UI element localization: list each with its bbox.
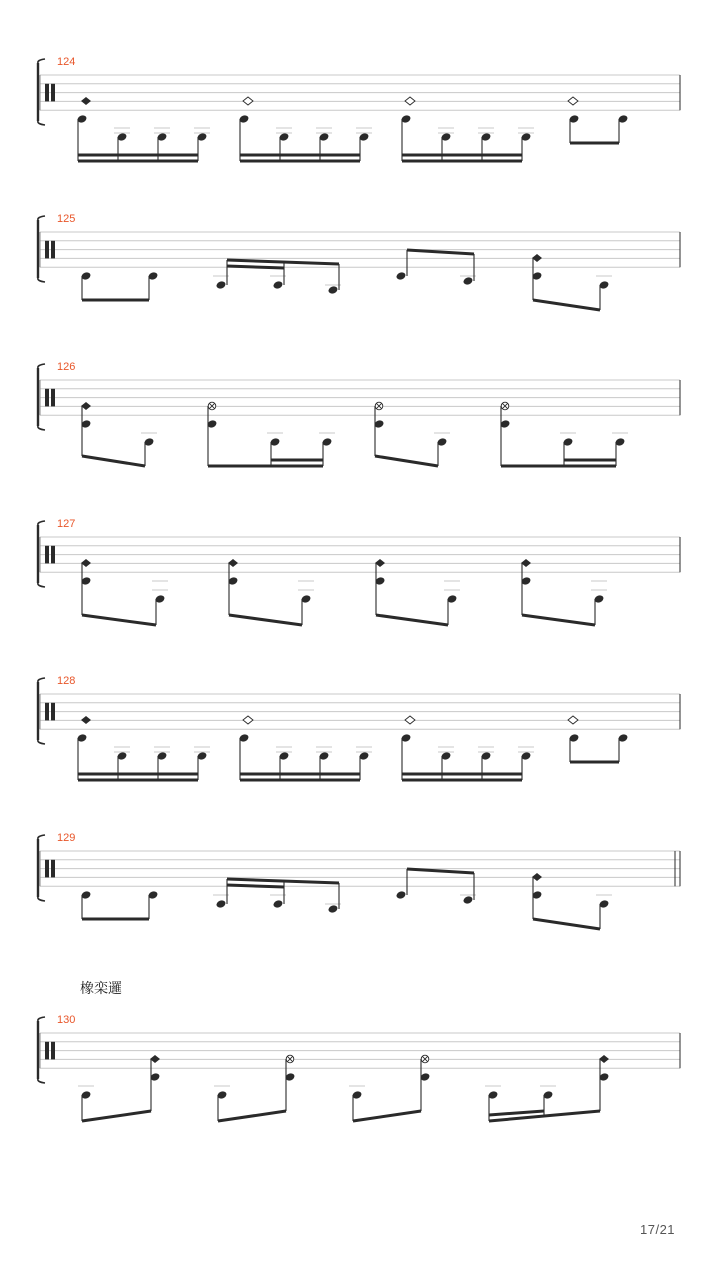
measure-number: 130 xyxy=(57,1014,76,1026)
measure-number: 125 xyxy=(57,213,76,225)
cymbal-notehead xyxy=(81,97,91,105)
notehead xyxy=(328,904,339,914)
notehead xyxy=(328,285,339,295)
bracket-hook-top xyxy=(38,521,45,525)
beam xyxy=(227,885,284,887)
open-cymbal-notehead xyxy=(405,716,415,724)
percussion-clef-bar xyxy=(51,546,55,564)
percussion-clef-bar xyxy=(51,389,55,407)
notehead xyxy=(216,280,227,290)
staff-system xyxy=(38,518,680,625)
open-cymbal-notehead xyxy=(568,97,578,105)
beam xyxy=(353,1111,421,1121)
percussion-clef-bar xyxy=(51,84,55,102)
beam xyxy=(533,300,600,310)
measure-number: 126 xyxy=(57,361,76,373)
bracket-hook-top xyxy=(38,364,45,368)
percussion-clef-bar xyxy=(45,703,49,721)
percussion-clef-bar xyxy=(51,860,55,878)
open-cymbal-notehead xyxy=(568,716,578,724)
beam xyxy=(375,456,438,466)
bracket-hook-top xyxy=(38,678,45,682)
notehead xyxy=(273,280,284,290)
bracket-hook-top xyxy=(38,1017,45,1021)
staff-system xyxy=(38,675,680,780)
cymbal-notehead xyxy=(81,716,91,724)
bracket-hook-bottom xyxy=(38,740,45,744)
percussion-clef-bar xyxy=(45,1042,49,1060)
percussion-clef-bar xyxy=(45,84,49,102)
percussion-clef-bar xyxy=(45,860,49,878)
measure-number: 124 xyxy=(57,56,76,68)
beam xyxy=(227,879,339,883)
open-cymbal-notehead xyxy=(405,97,415,105)
bracket-hook-bottom xyxy=(38,897,45,901)
percussion-clef-bar xyxy=(45,546,49,564)
staff-system xyxy=(38,213,680,310)
beam xyxy=(407,250,474,254)
beam xyxy=(229,615,302,625)
percussion-clef-bar xyxy=(45,389,49,407)
beam xyxy=(227,266,284,268)
beam xyxy=(376,615,448,625)
notehead xyxy=(396,271,407,281)
bracket-hook-bottom xyxy=(38,583,45,587)
notehead xyxy=(463,276,474,286)
percussion-clef-bar xyxy=(51,241,55,259)
beam xyxy=(407,869,474,873)
open-cymbal-notehead xyxy=(243,716,253,724)
bracket-hook-bottom xyxy=(38,1079,45,1083)
notehead xyxy=(396,890,407,900)
notehead xyxy=(463,895,474,905)
beam xyxy=(82,1111,151,1121)
staff-system xyxy=(38,361,680,466)
staff-system xyxy=(38,832,680,929)
bracket-hook-bottom xyxy=(38,278,45,282)
notehead xyxy=(273,899,284,909)
percussion-clef-bar xyxy=(45,241,49,259)
beam xyxy=(227,260,339,264)
bracket-hook-top xyxy=(38,216,45,220)
measure-number: 129 xyxy=(57,832,76,844)
bracket-hook-bottom xyxy=(38,426,45,430)
beam xyxy=(82,615,156,625)
open-cymbal-notehead xyxy=(243,97,253,105)
percussion-clef-bar xyxy=(51,703,55,721)
beam xyxy=(489,1111,544,1115)
percussion-clef-bar xyxy=(51,1042,55,1060)
staff-system xyxy=(38,1014,680,1121)
measure-number: 128 xyxy=(57,675,76,687)
measure-number: 127 xyxy=(57,518,76,530)
page-indicator: 17/21 xyxy=(640,1222,676,1237)
beam xyxy=(533,919,600,929)
beam xyxy=(82,456,145,466)
staff-system xyxy=(38,56,680,161)
section-text: 橡栾邏 xyxy=(80,981,122,997)
bracket-hook-top xyxy=(38,835,45,839)
bracket-hook-top xyxy=(38,59,45,63)
beam xyxy=(218,1111,286,1121)
notehead xyxy=(216,899,227,909)
beam xyxy=(522,615,595,625)
bracket-hook-bottom xyxy=(38,121,45,125)
